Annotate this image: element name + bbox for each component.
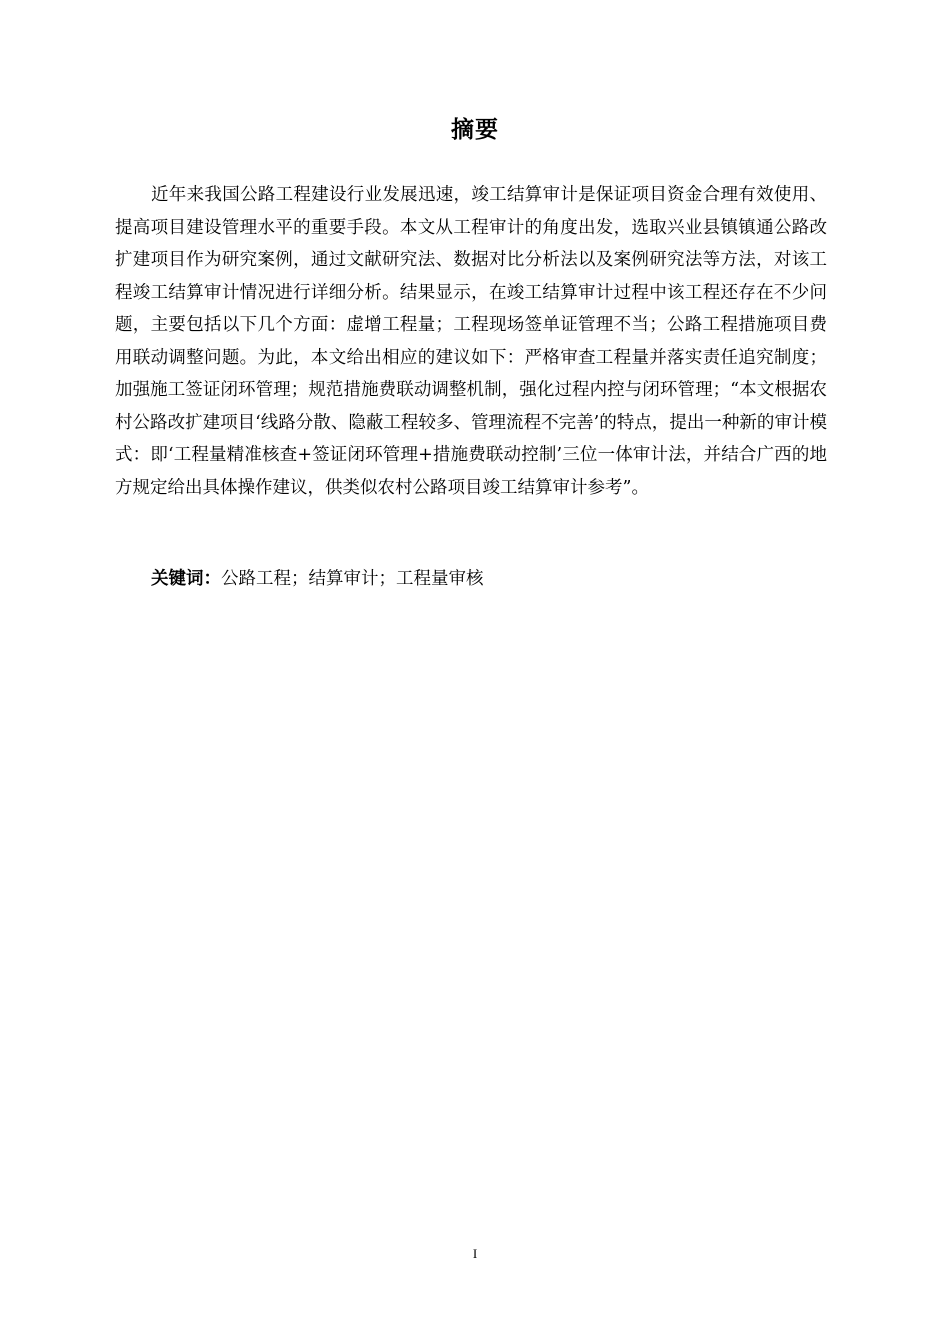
- page-title: 摘要: [451, 117, 499, 143]
- keywords-text: 公路工程；结算审计；工程量审核: [221, 569, 484, 589]
- page-number: I: [472, 1246, 478, 1261]
- abstract-paragraph: 近年来我国公路工程建设行业发展迅速，竣工结算审计是保证项目资金合理有效使用、提高项目建设管理水平的重要手段。本文从工程审计的角度出发，选取兴业县镇镇通公路改扩建项目作为研究案例，通过文献研究法、数据对比分析法以及案例研究法等方法，对该工程竣工结算审计情况进行详细分析。结果显示，在竣工结算审计过程中该工程还存在不少问题，主要包括以下几个方面：虚增工程量；工程现场签单证管理不当；公路工程措施项目费用联动调整问题。为此，本文给出相应的建议如下：严格审查工程量并落实责任追究制度；加强施工签证闭环管理；规范措施费联动调整机制，强化过程内控与闭环管理；“本文根据农村公路改扩建项目‘线路分散、隐蔽工程较多、管理流程不完善’的特点，提出一种新的审计模式：即‘工程量精准核查+签证闭环管理+措施费联动控制’三位一体审计法，并结合广西的地方规定给出具体操作建议，供类似农村公路项目竣工结算审计参考”。: [115, 185, 827, 498]
- keywords-line: [151, 563, 484, 595]
- keywords-label: 关键词：: [151, 569, 221, 589]
